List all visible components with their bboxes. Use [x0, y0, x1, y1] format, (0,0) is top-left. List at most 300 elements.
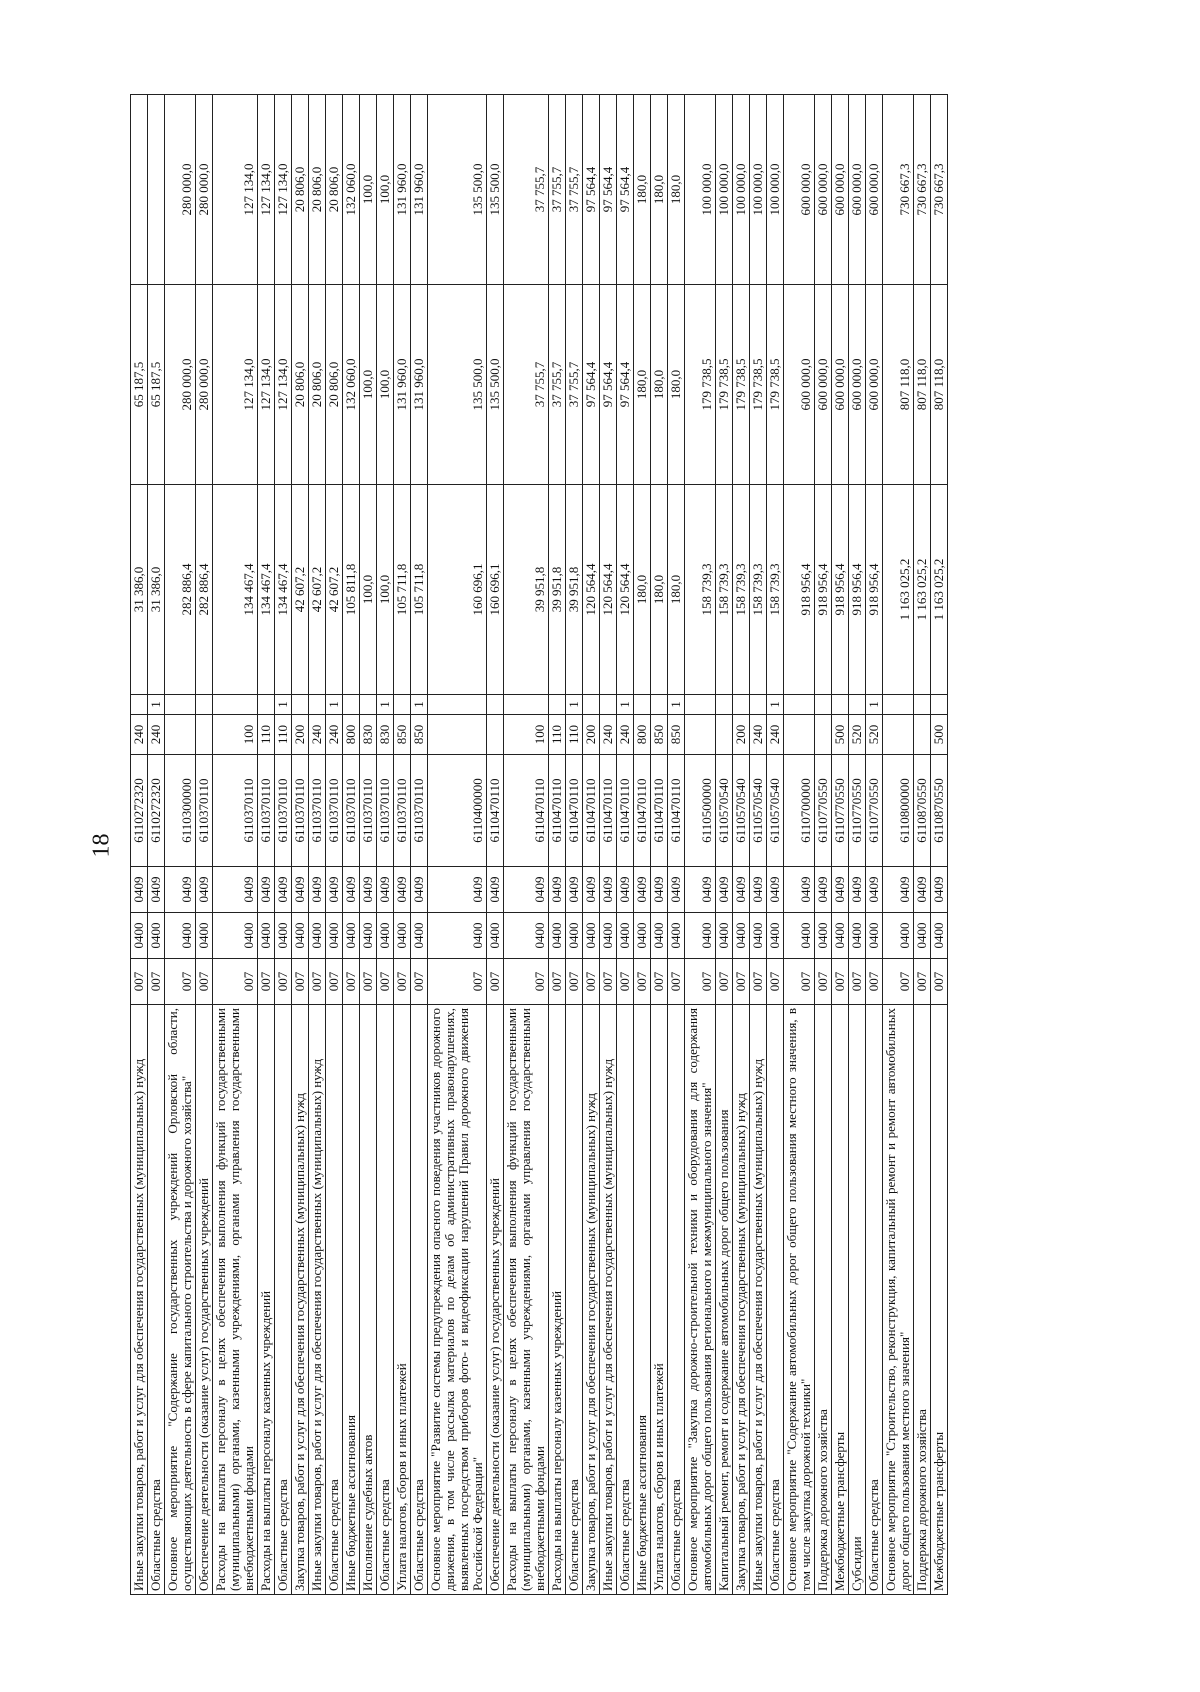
row-name-cell: Областные средства: [411, 1005, 428, 1595]
amount-year1-cell: 282 886,4: [196, 485, 213, 695]
target-article-cell: 6110770550: [866, 755, 883, 867]
ved-code-cell: 007: [931, 959, 948, 1005]
section-code-cell: 0400: [566, 913, 583, 959]
subsection-code-cell: 0409: [309, 867, 326, 913]
subsection-code-cell: 0409: [668, 867, 685, 913]
expense-type-cell: 850: [668, 715, 685, 755]
table-row: [883, 95, 914, 1595]
amount-year2-cell: 37 755,7: [566, 285, 583, 485]
source-mark-cell: [131, 695, 148, 715]
row-name-cell: Иные закупки товаров, работ и услуг для обеспечения государственных (муниципальных) нужд: [600, 1005, 617, 1595]
expense-type-cell: 200: [733, 715, 750, 755]
amount-year3-cell: 97 564,4: [583, 95, 600, 285]
expense-type-cell: [883, 715, 914, 755]
section-code-cell: 0400: [883, 913, 914, 959]
target-article-cell: 6110470110: [487, 755, 504, 867]
table-row: [784, 95, 815, 1595]
amount-year3-cell: 280 000,0: [165, 95, 196, 285]
table-row: [504, 95, 549, 1595]
amount-year1-cell: 180,0: [634, 485, 651, 695]
amount-year2-cell: 180,0: [668, 285, 685, 485]
amount-year3-cell: 132 060,0: [343, 95, 360, 285]
subsection-code-cell: 0409: [258, 867, 275, 913]
section-code-cell: 0400: [394, 913, 411, 959]
section-code-cell: 0400: [504, 913, 549, 959]
table-row: [634, 95, 651, 1595]
ved-code-cell: 007: [258, 959, 275, 1005]
table-row: [914, 95, 931, 1595]
amount-year1-cell: 42 607,2: [309, 485, 326, 695]
table-row: [549, 95, 566, 1595]
subsection-code-cell: 0409: [213, 867, 258, 913]
source-mark-cell: [931, 695, 948, 715]
source-mark-cell: 1: [275, 695, 292, 715]
table-row: [600, 95, 617, 1595]
row-name-cell: Расходы на выплаты персоналу казенных учреждений: [549, 1005, 566, 1595]
source-mark-cell: [343, 695, 360, 715]
row-name-cell: Основное мероприятие "Содержание государственных учреждений Орловской области, осуществляющих деятельность в сфере капитального строительства и дорожного хозяйства": [165, 1005, 196, 1595]
amount-year1-cell: 42 607,2: [292, 485, 309, 695]
ved-code-cell: 007: [131, 959, 148, 1005]
ved-code-cell: 007: [165, 959, 196, 1005]
amount-year3-cell: 127 134,0: [213, 95, 258, 285]
row-name-cell: Закупка товаров, работ и услуг для обеспечения государственных (муниципальных) нужд: [292, 1005, 309, 1595]
source-mark-cell: [784, 695, 815, 715]
section-code-cell: 0400: [583, 913, 600, 959]
table-row: [849, 95, 866, 1595]
expense-type-cell: 830: [377, 715, 394, 755]
subsection-code-cell: 0409: [651, 867, 668, 913]
expense-type-cell: 240: [326, 715, 343, 755]
amount-year1-cell: 134 467,4: [275, 485, 292, 695]
section-code-cell: 0400: [716, 913, 733, 959]
source-mark-cell: [849, 695, 866, 715]
target-article-cell: 6110470110: [600, 755, 617, 867]
amount-year3-cell: 135 500,0: [487, 95, 504, 285]
subsection-code-cell: 0409: [866, 867, 883, 913]
row-name-cell: Уплата налогов, сборов и иных платежей: [394, 1005, 411, 1595]
amount-year2-cell: 180,0: [634, 285, 651, 485]
source-mark-cell: [258, 695, 275, 715]
amount-year3-cell: 97 564,4: [600, 95, 617, 285]
subsection-code-cell: 0409: [815, 867, 832, 913]
amount-year1-cell: 120 564,4: [617, 485, 634, 695]
amount-year3-cell: 180,0: [634, 95, 651, 285]
amount-year2-cell: 807 118,0: [883, 285, 914, 485]
subsection-code-cell: 0409: [849, 867, 866, 913]
source-mark-cell: 1: [326, 695, 343, 715]
row-name-cell: Закупка товаров, работ и услуг для обеспечения государственных (муниципальных) нужд: [583, 1005, 600, 1595]
ved-code-cell: 007: [411, 959, 428, 1005]
amount-year1-cell: 158 739,3: [716, 485, 733, 695]
ved-code-cell: 007: [487, 959, 504, 1005]
subsection-code-cell: 0409: [411, 867, 428, 913]
source-mark-cell: 1: [411, 695, 428, 715]
source-mark-cell: 1: [668, 695, 685, 715]
row-name-cell: Иные бюджетные ассигнования: [634, 1005, 651, 1595]
amount-year2-cell: 600 000,0: [849, 285, 866, 485]
amount-year2-cell: 179 738,5: [685, 285, 716, 485]
row-name-cell: Областные средства: [866, 1005, 883, 1595]
row-name-cell: Основное мероприятие "Закупка дорожно-строительной техники и оборудования для содержания автомобильных дорог общего пользования регионального и межмуниципального значения": [685, 1005, 716, 1595]
source-mark-cell: 1: [617, 695, 634, 715]
row-name-cell: Субсидии: [849, 1005, 866, 1595]
ved-code-cell: 007: [428, 959, 487, 1005]
target-article-cell: 6110370110: [360, 755, 377, 867]
subsection-code-cell: 0409: [832, 867, 849, 913]
amount-year3-cell: 37 755,7: [566, 95, 583, 285]
amount-year3-cell: 135 500,0: [428, 95, 487, 285]
ved-code-cell: 007: [583, 959, 600, 1005]
table-row: [213, 95, 258, 1595]
row-name-cell: Закупка товаров, работ и услуг для обеспечения государственных (муниципальных) нужд: [733, 1005, 750, 1595]
section-code-cell: 0400: [549, 913, 566, 959]
target-article-cell: 6110770550: [832, 755, 849, 867]
table-row: [394, 95, 411, 1595]
table-row: [487, 95, 504, 1595]
amount-year2-cell: 20 806,0: [309, 285, 326, 485]
expense-type-cell: 240: [148, 715, 165, 755]
amount-year3-cell: 20 806,0: [309, 95, 326, 285]
expense-type-cell: [165, 715, 196, 755]
target-article-cell: 6110272320: [148, 755, 165, 867]
amount-year1-cell: 42 607,2: [326, 485, 343, 695]
target-article-cell: 6110570540: [716, 755, 733, 867]
section-code-cell: 0400: [258, 913, 275, 959]
section-code-cell: 0400: [617, 913, 634, 959]
ved-code-cell: 007: [504, 959, 549, 1005]
ved-code-cell: 007: [784, 959, 815, 1005]
source-mark-cell: [832, 695, 849, 715]
amount-year2-cell: 65 187,5: [148, 285, 165, 485]
subsection-code-cell: 0409: [326, 867, 343, 913]
amount-year2-cell: 127 134,0: [275, 285, 292, 485]
source-mark-cell: [165, 695, 196, 715]
expense-type-cell: 520: [849, 715, 866, 755]
source-mark-cell: [196, 695, 213, 715]
amount-year1-cell: 180,0: [668, 485, 685, 695]
amount-year2-cell: 179 738,5: [750, 285, 767, 485]
amount-year3-cell: 600 000,0: [866, 95, 883, 285]
ved-code-cell: 007: [815, 959, 832, 1005]
amount-year1-cell: 160 696,1: [487, 485, 504, 695]
expense-type-cell: 850: [411, 715, 428, 755]
amount-year1-cell: 120 564,4: [600, 485, 617, 695]
table-row: [148, 95, 165, 1595]
target-article-cell: 6110470110: [504, 755, 549, 867]
subsection-code-cell: 0409: [131, 867, 148, 913]
expense-type-cell: 240: [600, 715, 617, 755]
amount-year3-cell: 20 806,0: [292, 95, 309, 285]
ved-code-cell: 007: [148, 959, 165, 1005]
table-row: [668, 95, 685, 1595]
target-article-cell: 6110370110: [275, 755, 292, 867]
target-article-cell: 6110370110: [411, 755, 428, 867]
table-row: [866, 95, 883, 1595]
table-row: [165, 95, 196, 1595]
ved-code-cell: 007: [213, 959, 258, 1005]
expense-type-cell: [716, 715, 733, 755]
ved-code-cell: 007: [309, 959, 326, 1005]
amount-year2-cell: 135 500,0: [428, 285, 487, 485]
target-article-cell: 6110470110: [617, 755, 634, 867]
amount-year2-cell: 280 000,0: [165, 285, 196, 485]
source-mark-cell: [549, 695, 566, 715]
amount-year2-cell: 97 564,4: [583, 285, 600, 485]
subsection-code-cell: 0409: [275, 867, 292, 913]
ved-code-cell: 007: [849, 959, 866, 1005]
target-article-cell: 6110800000: [883, 755, 914, 867]
expense-type-cell: 800: [343, 715, 360, 755]
source-mark-cell: [600, 695, 617, 715]
target-article-cell: 6110370110: [196, 755, 213, 867]
amount-year2-cell: 37 755,7: [504, 285, 549, 485]
source-mark-cell: [292, 695, 309, 715]
target-article-cell: 6110470110: [583, 755, 600, 867]
amount-year3-cell: 100,0: [377, 95, 394, 285]
section-code-cell: 0400: [668, 913, 685, 959]
page-number: 18: [88, 833, 115, 858]
row-name-cell: Областные средства: [617, 1005, 634, 1595]
expense-type-cell: 240: [767, 715, 784, 755]
row-name-cell: Расходы на выплаты персоналу в целях обеспечения выполнения функций государственными (муниципальными) органами, казенными учреждениями, органами управления государственными внебюджетными фондами: [213, 1005, 258, 1595]
row-name-cell: Основное мероприятие "Развитие системы предупреждения опасного поведения участников дорожного движения, в том числе рассылка материалов по делам об административных правонарушениях, выявленных посредством приборов фото- и видеофиксации нарушений Правил дорожного движения Российской Федерации": [428, 1005, 487, 1595]
amount-year1-cell: 120 564,4: [583, 485, 600, 695]
amount-year2-cell: 600 000,0: [815, 285, 832, 485]
amount-year2-cell: 65 187,5: [131, 285, 148, 485]
section-code-cell: 0400: [849, 913, 866, 959]
amount-year2-cell: 600 000,0: [866, 285, 883, 485]
ved-code-cell: 007: [549, 959, 566, 1005]
amount-year3-cell: 730 667,3: [914, 95, 931, 285]
expense-type-cell: 240: [617, 715, 634, 755]
amount-year3-cell: 280 000,0: [196, 95, 213, 285]
row-name-cell: Поддержка дорожного хозяйства: [815, 1005, 832, 1595]
expense-type-cell: 850: [394, 715, 411, 755]
amount-year1-cell: 31 386,0: [131, 485, 148, 695]
subsection-code-cell: 0409: [377, 867, 394, 913]
ved-code-cell: 007: [733, 959, 750, 1005]
table-row: [733, 95, 750, 1595]
table-row: [411, 95, 428, 1595]
amount-year1-cell: 180,0: [651, 485, 668, 695]
amount-year1-cell: 105 711,8: [394, 485, 411, 695]
expense-type-cell: 830: [360, 715, 377, 755]
subsection-code-cell: 0409: [360, 867, 377, 913]
row-name-cell: Обеспечение деятельности (оказание услуг) государственных учреждений: [487, 1005, 504, 1595]
target-article-cell: 6110370110: [394, 755, 411, 867]
source-mark-cell: [716, 695, 733, 715]
amount-year3-cell: 37 755,7: [504, 95, 549, 285]
amount-year1-cell: 134 467,4: [258, 485, 275, 695]
table-row: [832, 95, 849, 1595]
section-code-cell: 0400: [784, 913, 815, 959]
amount-year1-cell: 918 956,4: [849, 485, 866, 695]
subsection-code-cell: 0409: [883, 867, 914, 913]
amount-year2-cell: 807 118,0: [914, 285, 931, 485]
amount-year3-cell: [148, 95, 165, 285]
table-row: [326, 95, 343, 1595]
ved-code-cell: 007: [377, 959, 394, 1005]
expense-type-cell: [784, 715, 815, 755]
section-code-cell: 0400: [411, 913, 428, 959]
table-row: [258, 95, 275, 1595]
source-mark-cell: [634, 695, 651, 715]
ved-code-cell: 007: [685, 959, 716, 1005]
amount-year3-cell: 100 000,0: [750, 95, 767, 285]
row-name-cell: Поддержка дорожного хозяйства: [914, 1005, 931, 1595]
amount-year2-cell: 131 960,0: [394, 285, 411, 485]
amount-year3-cell: 131 960,0: [411, 95, 428, 285]
amount-year1-cell: 105 711,8: [411, 485, 428, 695]
target-article-cell: 6110370110: [213, 755, 258, 867]
amount-year3-cell: 730 667,3: [931, 95, 948, 285]
table-row: [360, 95, 377, 1595]
amount-year1-cell: 39 951,8: [504, 485, 549, 695]
amount-year1-cell: 282 886,4: [165, 485, 196, 695]
section-code-cell: 0400: [343, 913, 360, 959]
amount-year2-cell: 97 564,4: [617, 285, 634, 485]
table-row: [651, 95, 668, 1595]
amount-year2-cell: 132 060,0: [343, 285, 360, 485]
expense-type-cell: 240: [750, 715, 767, 755]
amount-year2-cell: 37 755,7: [549, 285, 566, 485]
subsection-code-cell: 0409: [292, 867, 309, 913]
amount-year3-cell: 127 134,0: [258, 95, 275, 285]
table-row: [583, 95, 600, 1595]
amount-year2-cell: 131 960,0: [411, 285, 428, 485]
row-name-cell: Основное мероприятие "Строительство, реконструкция, капитальный ремонт и ремонт автомобильных дорог общего пользования местного значения": [883, 1005, 914, 1595]
row-name-cell: Областные средства: [148, 1005, 165, 1595]
amount-year2-cell: 97 564,4: [600, 285, 617, 485]
ved-code-cell: 007: [275, 959, 292, 1005]
amount-year2-cell: 807 118,0: [931, 285, 948, 485]
ved-code-cell: 007: [326, 959, 343, 1005]
target-article-cell: 6110470110: [566, 755, 583, 867]
ved-code-cell: 007: [343, 959, 360, 1005]
section-code-cell: 0400: [360, 913, 377, 959]
ved-code-cell: 007: [617, 959, 634, 1005]
source-mark-cell: 1: [377, 695, 394, 715]
amount-year2-cell: 100,0: [377, 285, 394, 485]
expense-type-cell: [487, 715, 504, 755]
source-mark-cell: [685, 695, 716, 715]
expense-type-cell: 110: [275, 715, 292, 755]
section-code-cell: 0400: [767, 913, 784, 959]
section-code-cell: 0400: [275, 913, 292, 959]
source-mark-cell: [504, 695, 549, 715]
expense-type-cell: [815, 715, 832, 755]
source-mark-cell: 1: [566, 695, 583, 715]
amount-year2-cell: 127 134,0: [213, 285, 258, 485]
source-mark-cell: [883, 695, 914, 715]
subsection-code-cell: 0409: [931, 867, 948, 913]
ved-code-cell: 007: [292, 959, 309, 1005]
table-row: [815, 95, 832, 1595]
amount-year1-cell: 918 956,4: [866, 485, 883, 695]
source-mark-cell: 1: [866, 695, 883, 715]
section-code-cell: 0400: [196, 913, 213, 959]
amount-year1-cell: 160 696,1: [428, 485, 487, 695]
amount-year2-cell: 600 000,0: [784, 285, 815, 485]
expense-type-cell: 100: [504, 715, 549, 755]
amount-year3-cell: 730 667,3: [883, 95, 914, 285]
source-mark-cell: [815, 695, 832, 715]
ved-code-cell: 007: [832, 959, 849, 1005]
target-article-cell: 6110470110: [634, 755, 651, 867]
amount-year2-cell: 20 806,0: [326, 285, 343, 485]
expense-type-cell: 110: [566, 715, 583, 755]
section-code-cell: 0400: [931, 913, 948, 959]
amount-year2-cell: 179 738,5: [716, 285, 733, 485]
section-code-cell: 0400: [832, 913, 849, 959]
subsection-code-cell: 0409: [750, 867, 767, 913]
source-mark-cell: [394, 695, 411, 715]
target-article-cell: 6110570540: [767, 755, 784, 867]
table-row: [131, 95, 148, 1595]
source-mark-cell: [651, 695, 668, 715]
amount-year2-cell: 280 000,0: [196, 285, 213, 485]
target-article-cell: 6110300000: [165, 755, 196, 867]
section-code-cell: 0400: [428, 913, 487, 959]
budget-table: [130, 94, 948, 1595]
amount-year3-cell: 100 000,0: [767, 95, 784, 285]
subsection-code-cell: 0409: [617, 867, 634, 913]
amount-year1-cell: 100,0: [377, 485, 394, 695]
expense-type-cell: 850: [651, 715, 668, 755]
amount-year3-cell: 600 000,0: [849, 95, 866, 285]
section-code-cell: 0400: [634, 913, 651, 959]
subsection-code-cell: 0409: [148, 867, 165, 913]
source-mark-cell: [750, 695, 767, 715]
expense-type-cell: 200: [292, 715, 309, 755]
target-article-cell: 6110272320: [131, 755, 148, 867]
section-code-cell: 0400: [148, 913, 165, 959]
ved-code-cell: 007: [360, 959, 377, 1005]
source-mark-cell: [309, 695, 326, 715]
expense-type-cell: 110: [258, 715, 275, 755]
source-mark-cell: [428, 695, 487, 715]
row-name-cell: Обеспечение деятельности (оказание услуг) государственных учреждений: [196, 1005, 213, 1595]
amount-year3-cell: 100,0: [360, 95, 377, 285]
source-mark-cell: [487, 695, 504, 715]
target-article-cell: 6110470110: [668, 755, 685, 867]
subsection-code-cell: 0409: [733, 867, 750, 913]
expense-type-cell: 520: [866, 715, 883, 755]
amount-year2-cell: 135 500,0: [487, 285, 504, 485]
section-code-cell: 0400: [165, 913, 196, 959]
ved-code-cell: 007: [634, 959, 651, 1005]
subsection-code-cell: 0409: [767, 867, 784, 913]
ved-code-cell: 007: [600, 959, 617, 1005]
amount-year2-cell: 20 806,0: [292, 285, 309, 485]
target-article-cell: 6110370110: [309, 755, 326, 867]
section-code-cell: 0400: [600, 913, 617, 959]
amount-year3-cell: 600 000,0: [832, 95, 849, 285]
amount-year1-cell: 158 739,3: [750, 485, 767, 695]
section-code-cell: 0400: [326, 913, 343, 959]
section-code-cell: 0400: [914, 913, 931, 959]
table-row: [750, 95, 767, 1595]
amount-year2-cell: 127 134,0: [258, 285, 275, 485]
section-code-cell: 0400: [487, 913, 504, 959]
target-article-cell: 6110470110: [651, 755, 668, 867]
amount-year3-cell: 100 000,0: [733, 95, 750, 285]
section-code-cell: 0400: [733, 913, 750, 959]
row-name-cell: Иные закупки товаров, работ и услуг для обеспечения государственных (муниципальных) нужд: [750, 1005, 767, 1595]
amount-year3-cell: 180,0: [651, 95, 668, 285]
amount-year3-cell: 600 000,0: [784, 95, 815, 285]
